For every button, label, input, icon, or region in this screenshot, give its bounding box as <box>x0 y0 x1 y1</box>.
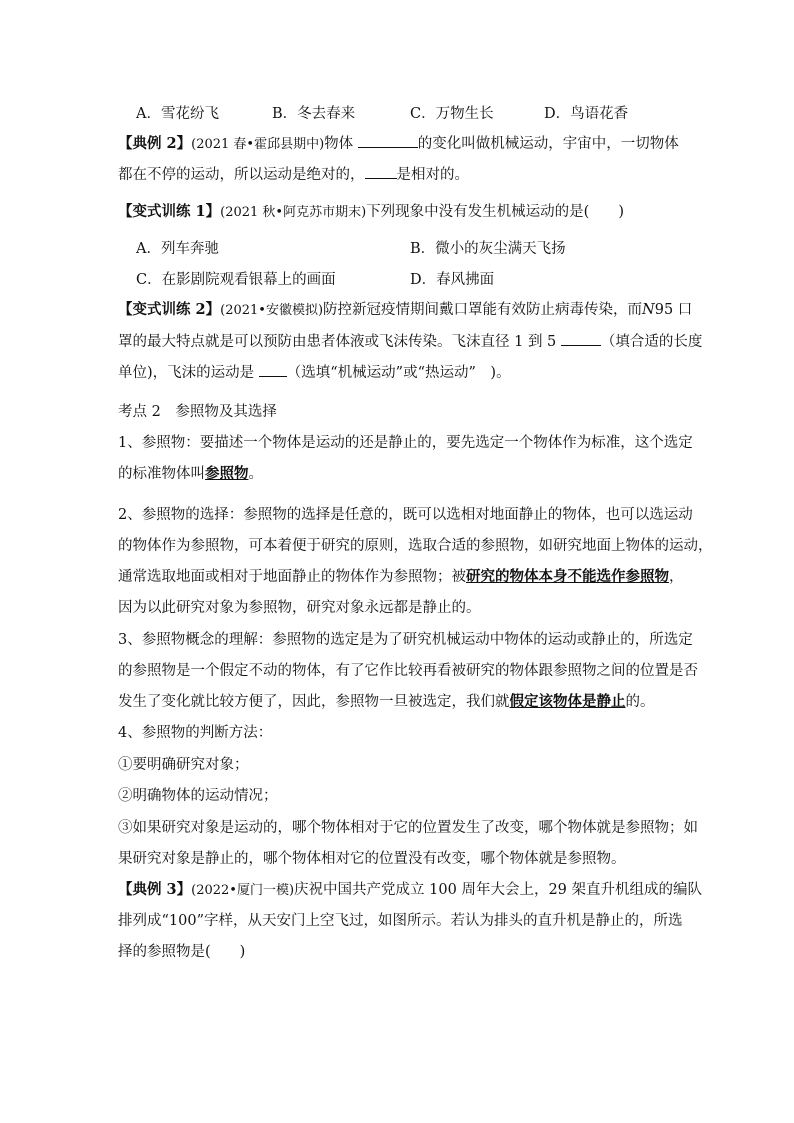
practice1-source: (2021 秋•阿克苏市期末) <box>220 205 367 220</box>
paragraph-text: 的。 <box>625 694 655 710</box>
practice1-option-b: B．微小的灰尘满天飞扬 <box>410 241 566 257</box>
practice1-tag: 【变式训练 1】 <box>118 203 221 220</box>
practice2-text: 罩的最大特点就是可以预防由患者体液或飞沫传染。飞沫直径 1 到 5 <box>118 334 557 350</box>
paragraph-3-line1: 3、参照物概念的理解：参照物的选定是为了研究机械运动中物体的运动或静止的，所选定 <box>118 632 693 648</box>
example3-tag: 【典例 3】 <box>118 881 192 898</box>
n95-italic-n: N <box>642 302 655 318</box>
paragraph-text: 发生了变化就比较方便了，因此，参照物一旦被选定，我们就 <box>118 694 510 710</box>
paragraph-1-line1: 1、参照物：要描述一个物体是运动的还是静止的，要先选定一个物体作为标准，这个选定 <box>118 435 693 451</box>
example3-source: (2022•厦门一模) <box>191 883 295 898</box>
practice2-text: 防控新冠疫情期间戴口罩能有效防止病毒传染，而 <box>323 302 643 318</box>
practice2-line3 <box>118 362 511 383</box>
paragraph-2-line2: 的物体作为参照物，可本着便于研究的原则，选取合适的参照物，如研究地面上物体的运动， <box>118 538 713 554</box>
paragraph-3-line2: 的参照物是一个假定不动的物体，有了它作比较再看被研究的物体跟参照物之间的位置是否 <box>118 663 698 679</box>
step-2: ②明确物体的运动情况； <box>118 788 278 804</box>
option-a: A．雪花纷飞 <box>136 106 219 122</box>
option-b: B．冬去春来 <box>272 106 356 122</box>
paragraph-text: ， <box>669 569 684 585</box>
step-1: ①要明确研究对象； <box>118 757 249 773</box>
example2-source: (2021 春•霍邱县期中) <box>191 137 325 152</box>
example2-text: 都在不停的运动，所以运动是绝对的， <box>118 167 365 183</box>
example2-text: 的变化叫做机械运动，宇宙中，一切物体 <box>417 136 679 152</box>
practice2-text: （填合适的长度 <box>600 334 703 350</box>
section-title: 考点 2 参照物及其选择 <box>118 404 277 420</box>
practice1-option-d: D．春风拂面 <box>410 272 495 288</box>
option-d: D．鸟语花香 <box>544 106 629 122</box>
example3-line3: 择的参照物是( ) <box>118 944 246 960</box>
paragraph-4: 4、参照物的判断方法： <box>118 725 273 741</box>
paragraph-3-line3 <box>118 692 655 712</box>
step-3-line2: 果研究对象是静止的，哪个物体相对它的位置没有改变，哪个物体就是参照物。 <box>118 851 626 867</box>
answer-blank[interactable] <box>561 331 601 346</box>
example2-text: 物体 <box>324 136 354 152</box>
emphasis-term: 假定该物体是静止 <box>509 693 626 710</box>
paragraph-2-line4: 因为以此研究对象为参照物，研究对象永远都是静止的。 <box>118 600 481 616</box>
practice2-tag: 【变式训练 2】 <box>118 301 221 318</box>
practice2-line2 <box>118 331 702 352</box>
practice2-text: 95 口 <box>654 302 693 318</box>
answer-blank[interactable] <box>365 164 397 179</box>
practice2-text: 单位)，飞沫的运动是 <box>118 365 255 381</box>
example3-line2: 排列成“100”字样，从天安门上空飞过，如图所示。若认为排头的直升机是静止的，所选 <box>118 913 683 929</box>
practice1-option-a: A．列车奔驰 <box>136 241 219 257</box>
practice2-line1 <box>118 300 692 321</box>
example2-text: 是相对的。 <box>396 167 469 183</box>
option-c: C．万物生长 <box>410 106 494 122</box>
practice1-line <box>118 202 624 223</box>
practice1-text: 下列现象中没有发生机械运动的是( ) <box>366 204 624 220</box>
answer-blank[interactable] <box>259 362 287 377</box>
practice2-source: (2021•安徽模拟) <box>220 303 324 318</box>
example2-tag: 【典例 2】 <box>118 135 192 152</box>
practice2-text: （选填“机械运动”或“热运动” )。 <box>286 365 511 381</box>
emphasis-term: 参照物 <box>205 465 249 482</box>
example3-line1 <box>118 880 702 901</box>
paragraph-text: 的标准物体叫 <box>118 466 205 482</box>
example2-line2 <box>118 164 469 185</box>
example3-text: 庆祝中国共产党成立 100 周年大会上，29 架直升机组成的编队 <box>294 882 702 898</box>
step-3-line1: ③如果研究对象是运动的，哪个物体相对于它的位置发生了改变，哪个物体就是参照物；如 <box>118 820 698 836</box>
paragraph-text: 。 <box>248 466 263 482</box>
paragraph-1-line2 <box>118 464 263 484</box>
answer-blank[interactable] <box>358 133 418 148</box>
paragraph-2-line1: 2、参照物的选择：参照物的选择是任意的，既可以选相对地面静止的物体，也可以选运动 <box>118 507 693 523</box>
paragraph-text: 通常选取地面或相对于地面静止的物体作为参照物；被 <box>118 569 466 585</box>
example2-line1 <box>118 133 679 155</box>
emphasis-term: 研究的物体本身不能选作参照物 <box>466 568 669 585</box>
paragraph-2-line3 <box>118 567 684 587</box>
practice1-option-c: C．在影剧院观看银幕上的画面 <box>136 272 336 288</box>
